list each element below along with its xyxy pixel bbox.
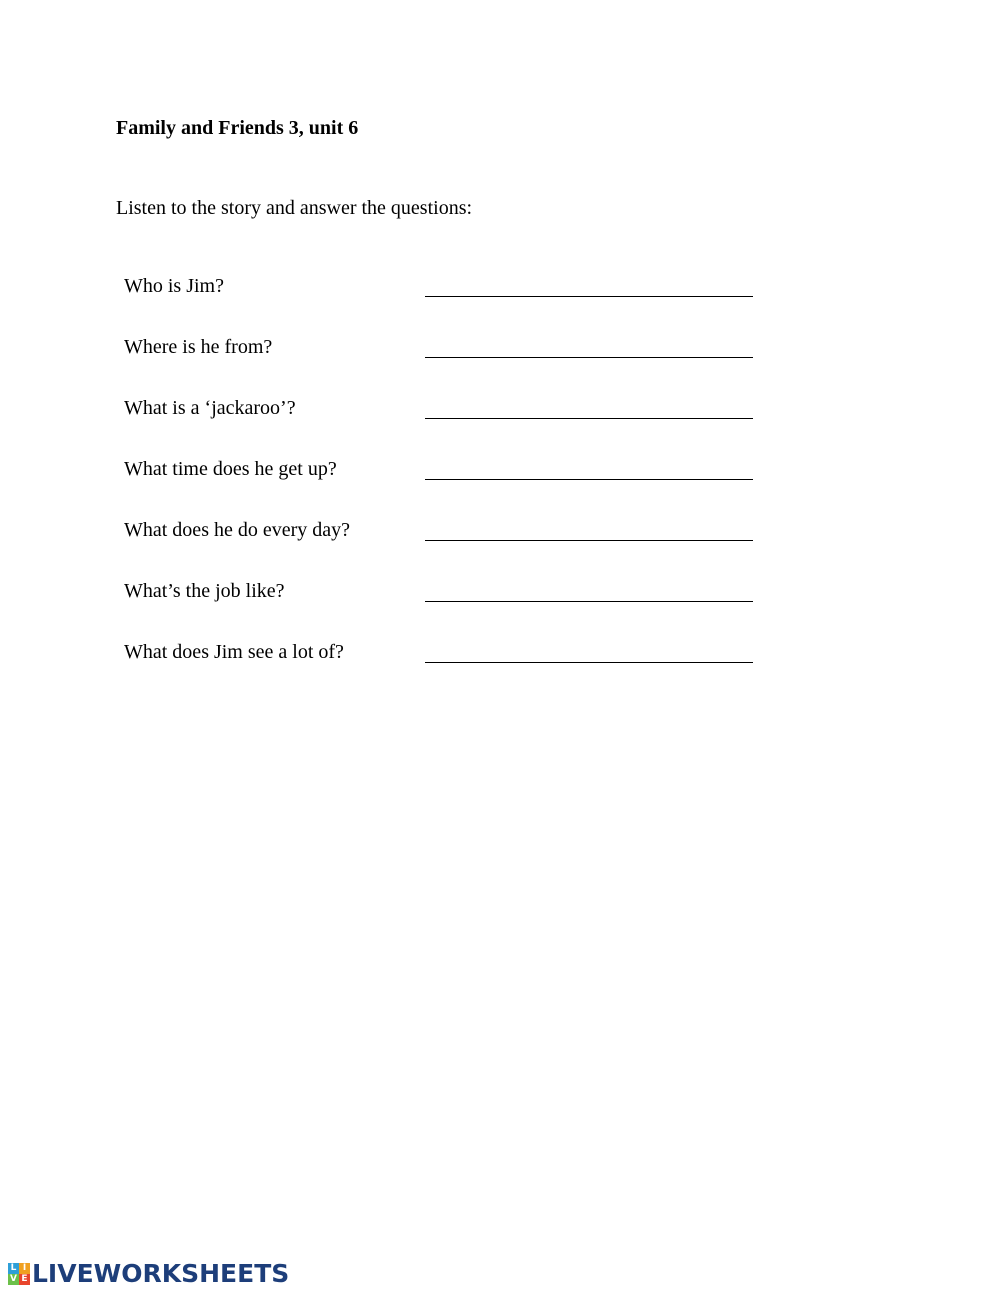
question-text: What does Jim see a lot of?	[124, 641, 344, 663]
answer-field[interactable]	[425, 662, 753, 663]
question-text: What does he do every day?	[124, 519, 351, 541]
answer-field[interactable]	[425, 601, 753, 602]
answer-field[interactable]	[425, 296, 753, 297]
answer-field[interactable]	[425, 540, 753, 541]
question-row	[124, 577, 764, 638]
logo-letter: L	[8, 1263, 19, 1274]
question-text: What’s the job like?	[124, 580, 285, 602]
answer-field[interactable]	[425, 357, 753, 358]
question-row	[124, 272, 764, 333]
question-text: What time does he get up?	[124, 458, 337, 480]
question-text: Who is Jim?	[124, 275, 224, 297]
question-row	[124, 638, 764, 699]
question-text: Where is he from?	[124, 336, 273, 358]
question-row	[124, 455, 764, 516]
logo-letter: I	[19, 1263, 30, 1274]
question-row	[124, 333, 764, 394]
questions-list	[124, 272, 764, 699]
question-row	[124, 516, 764, 577]
logo-letter: V	[8, 1274, 19, 1285]
answer-field[interactable]	[425, 479, 753, 480]
liveworksheets-brand	[8, 1260, 289, 1288]
question-row	[124, 394, 764, 455]
instruction-text: Listen to the story and answer the questions:	[116, 197, 473, 219]
liveworksheets-logo-icon	[8, 1263, 30, 1285]
brand-name: LIVEWORKSHEETS	[32, 1259, 290, 1288]
answer-field[interactable]	[425, 418, 753, 419]
logo-letter: E	[19, 1274, 30, 1285]
page-title: Family and Friends 3, unit 6	[116, 117, 359, 139]
question-text: What is a ‘jackaroo’?	[124, 397, 296, 419]
